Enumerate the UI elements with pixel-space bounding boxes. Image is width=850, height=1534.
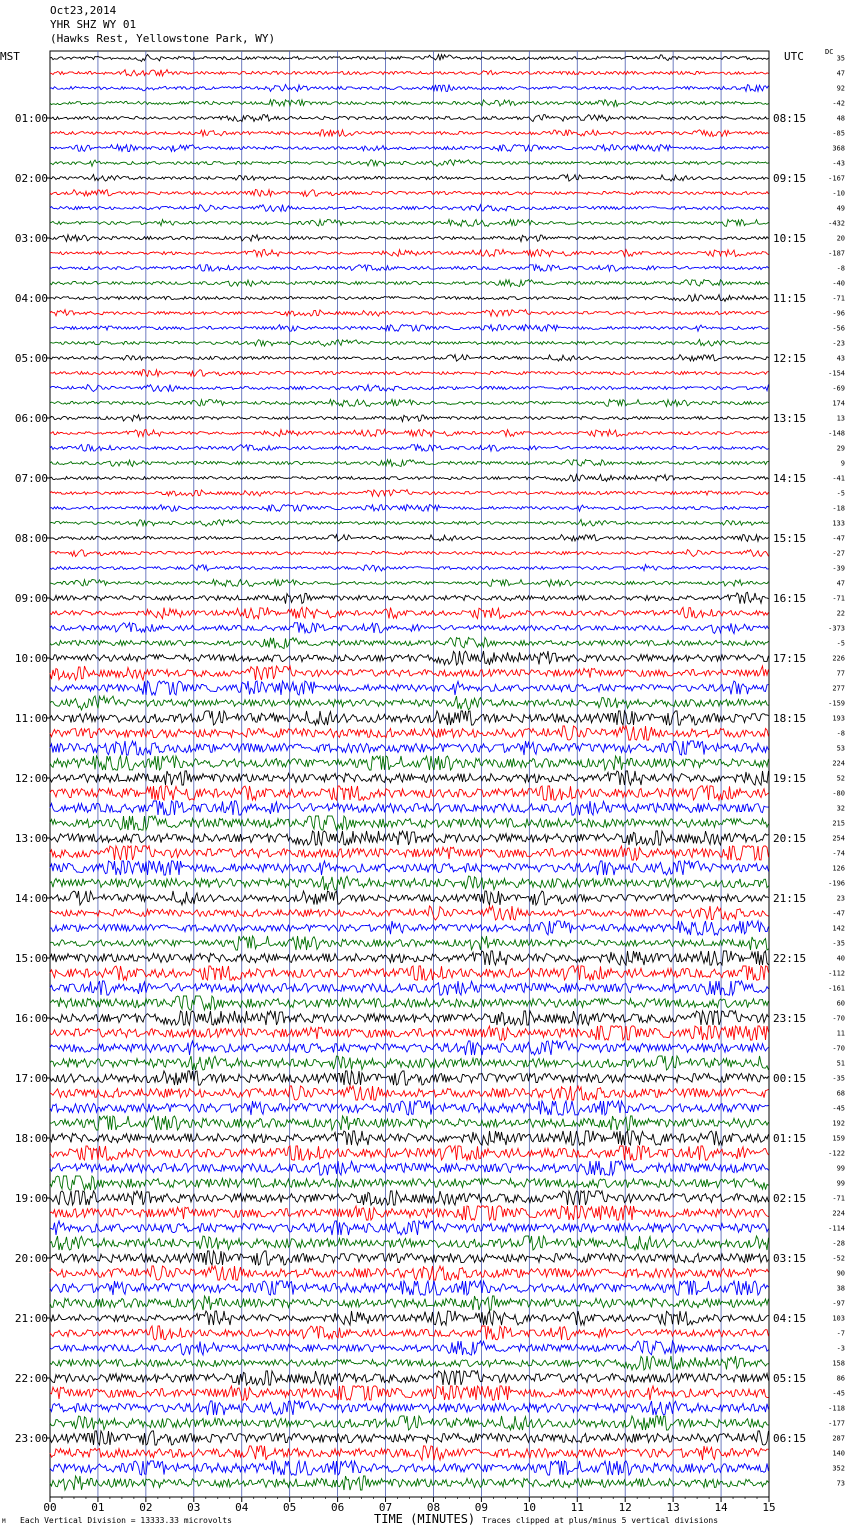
dc-offset-label: 277 <box>832 684 845 693</box>
dc-offset-label: 142 <box>832 924 845 933</box>
x-tick-label: 02 <box>139 1501 153 1514</box>
dc-offset-label: 23 <box>836 894 845 903</box>
dc-offset-label: -80 <box>832 789 845 798</box>
seismic-trace <box>50 130 769 137</box>
dc-offset-label: -8 <box>836 264 845 273</box>
dc-offset-label: 68 <box>836 1089 845 1098</box>
dc-offset-label: 86 <box>836 1374 845 1383</box>
dc-offset-label: -373 <box>828 624 845 633</box>
dc-offset-label: 22 <box>836 609 845 618</box>
dc-offset-label: 47 <box>836 69 845 78</box>
seismic-trace <box>50 1071 769 1085</box>
seismic-trace <box>50 1416 769 1430</box>
dc-offset-label: -161 <box>828 984 845 993</box>
seismic-trace <box>50 1341 769 1355</box>
seismic-trace <box>50 1041 769 1055</box>
mst-hour-label: 14:00 <box>14 892 48 905</box>
dc-offset-label: -40 <box>832 279 845 288</box>
dc-offset-label: -196 <box>828 879 845 888</box>
seismic-trace <box>50 891 769 905</box>
seismic-trace <box>50 846 769 860</box>
dc-offset-label: -42 <box>832 99 845 108</box>
seismic-trace <box>50 1251 769 1265</box>
seismic-trace <box>50 565 769 572</box>
dc-offset-label: -5 <box>836 489 845 498</box>
seismic-trace <box>50 1326 769 1340</box>
dc-offset-label: 51 <box>836 1059 845 1068</box>
seismic-trace <box>50 726 769 740</box>
seismic-trace <box>50 1176 769 1190</box>
dc-offset-label: -18 <box>832 504 845 513</box>
seismic-trace <box>50 1161 769 1175</box>
dc-offset-label: -71 <box>832 1194 845 1203</box>
utc-hour-label: 01:15 <box>773 1132 807 1145</box>
seismic-trace <box>50 265 769 272</box>
dc-offset-label: -122 <box>828 1149 845 1158</box>
seismic-trace <box>50 1461 769 1475</box>
utc-hour-label: 14:15 <box>773 472 807 485</box>
dc-offset-label: -187 <box>828 249 845 258</box>
x-tick-label: 03 <box>187 1501 201 1514</box>
dc-offset-label: -28 <box>832 1239 845 1248</box>
dc-offset-header: DC <box>825 48 834 56</box>
x-tick-label: 14 <box>714 1501 728 1514</box>
seismic-trace <box>50 1011 769 1025</box>
seismic-trace <box>50 816 769 830</box>
dc-offset-label: -71 <box>832 294 845 303</box>
seismic-trace <box>50 637 769 648</box>
seismic-trace <box>50 921 769 935</box>
x-tick-label: 00 <box>43 1501 57 1514</box>
seismic-trace <box>50 786 769 800</box>
seismic-trace <box>50 1191 769 1205</box>
mst-hour-label: 13:00 <box>14 832 48 845</box>
dc-offset-label: 192 <box>832 1119 845 1128</box>
dc-offset-label: -43 <box>832 159 845 168</box>
x-tick-label: 05 <box>283 1501 297 1514</box>
dc-offset-label: -3 <box>836 1344 845 1353</box>
seismic-trace <box>50 535 769 542</box>
seismic-trace <box>50 936 769 950</box>
utc-hour-label: 16:15 <box>773 592 807 605</box>
dc-offset-label: -70 <box>832 1044 845 1053</box>
dc-offset-label: -69 <box>832 384 845 393</box>
seismic-trace <box>50 460 769 467</box>
dc-offset-label: 77 <box>836 669 845 678</box>
seismic-trace <box>50 415 769 422</box>
x-tick-label: 10 <box>522 1501 536 1514</box>
seismic-trace <box>50 85 769 92</box>
seismic-trace <box>50 340 769 347</box>
vertical-division-note: Each Vertical Division = 13333.33 microvolts <box>20 1516 232 1525</box>
mst-hour-label: 04:00 <box>14 292 48 305</box>
seismic-trace <box>50 696 769 710</box>
seismic-trace <box>50 906 769 920</box>
dc-offset-label: 38 <box>836 1284 845 1293</box>
dc-offset-label: 174 <box>832 399 845 408</box>
seismic-trace <box>50 592 769 603</box>
seismic-trace <box>50 711 769 725</box>
x-tick-label: 08 <box>426 1501 441 1514</box>
right-timezone-label: UTC <box>784 50 804 63</box>
dc-offset-label: 40 <box>836 954 845 963</box>
seismic-trace <box>50 370 769 377</box>
x-tick-label: 11 <box>570 1501 584 1514</box>
dc-offset-label: 11 <box>836 1029 845 1038</box>
seismic-trace <box>50 355 769 362</box>
seismic-trace <box>50 1371 769 1385</box>
seismic-trace <box>50 741 769 755</box>
dc-offset-label: 52 <box>836 774 845 783</box>
dc-offset-label: 48 <box>836 114 845 123</box>
dc-offset-label: -71 <box>832 594 845 603</box>
dc-offset-label: -148 <box>828 429 845 438</box>
utc-hour-label: 18:15 <box>773 712 807 725</box>
left-timezone-label: MST <box>0 50 20 63</box>
mst-hour-label: 02:00 <box>14 172 48 185</box>
x-tick-label: 04 <box>235 1501 249 1514</box>
dc-offset-label: 133 <box>832 519 845 528</box>
dc-offset-label: -85 <box>832 129 845 138</box>
seismic-trace <box>50 1206 769 1220</box>
mst-hour-label: 23:00 <box>14 1432 48 1445</box>
seismic-trace <box>50 1101 769 1115</box>
dc-offset-label: -45 <box>832 1104 845 1113</box>
dc-offset-label: 254 <box>832 834 845 843</box>
seismic-trace <box>50 70 769 77</box>
utc-hour-label: 19:15 <box>773 772 807 785</box>
seismic-trace <box>50 1311 769 1325</box>
seismic-trace <box>50 756 769 770</box>
dc-offset-label: 29 <box>836 444 845 453</box>
x-tick-label: 12 <box>618 1501 632 1514</box>
mst-hour-label: 21:00 <box>14 1312 48 1325</box>
seismic-trace <box>50 385 769 392</box>
dc-offset-label: -159 <box>828 699 845 708</box>
seismic-trace <box>50 1026 769 1040</box>
dc-offset-label: 20 <box>836 234 845 243</box>
utc-hour-label: 08:15 <box>773 112 807 125</box>
dc-offset-label: -47 <box>832 909 845 918</box>
utc-hour-label: 21:15 <box>773 892 807 905</box>
seismic-trace <box>50 801 769 815</box>
dc-offset-label: 352 <box>832 1464 845 1473</box>
x-tick-label: 09 <box>474 1501 489 1514</box>
seismic-trace <box>50 876 769 890</box>
utc-hour-label: 03:15 <box>773 1252 807 1265</box>
dc-offset-label: 159 <box>832 1134 845 1143</box>
dc-offset-label: 103 <box>832 1314 845 1323</box>
dc-offset-label: -96 <box>832 309 845 318</box>
utc-hour-label: 20:15 <box>773 832 807 845</box>
seismic-trace <box>50 400 769 407</box>
seismic-trace <box>50 550 769 557</box>
dc-offset-label: 126 <box>832 864 845 873</box>
seismic-trace <box>50 1056 769 1070</box>
seismic-trace <box>50 325 769 332</box>
utc-hour-label: 00:15 <box>773 1072 807 1085</box>
seismic-trace <box>50 1401 769 1415</box>
mst-hour-label: 12:00 <box>14 772 48 785</box>
seismic-trace <box>50 115 769 122</box>
dc-offset-label: 140 <box>832 1449 845 1458</box>
dc-offset-label: -7 <box>836 1329 845 1338</box>
mst-hour-label: 07:00 <box>14 472 48 485</box>
seismic-trace <box>50 505 769 512</box>
dc-offset-label: -35 <box>832 1074 845 1083</box>
x-tick-label: 15 <box>762 1501 776 1514</box>
seismic-trace <box>50 1431 769 1445</box>
seismic-trace <box>50 981 769 995</box>
dc-offset-label: -10 <box>832 189 845 198</box>
dc-offset-label: 193 <box>832 714 845 723</box>
seismic-trace <box>50 607 769 618</box>
dc-offset-label: 53 <box>836 744 845 753</box>
x-tick-label: 06 <box>330 1501 345 1514</box>
seismic-trace <box>50 651 769 665</box>
seismic-trace <box>50 831 769 845</box>
dc-offset-label: 287 <box>832 1434 845 1443</box>
utc-hour-label: 02:15 <box>773 1192 807 1205</box>
utc-hour-label: 22:15 <box>773 952 807 965</box>
dc-offset-label: -41 <box>832 474 845 483</box>
dc-offset-label: -45 <box>832 1389 845 1398</box>
seismic-trace <box>50 475 769 482</box>
seismic-trace <box>50 861 769 875</box>
dc-offset-label: -432 <box>828 219 845 228</box>
dc-offset-label: -23 <box>832 339 845 348</box>
dc-offset-label: -114 <box>828 1224 845 1233</box>
utc-hour-label: 12:15 <box>773 352 807 365</box>
dc-offset-label: -97 <box>832 1299 845 1308</box>
utc-hour-label: 05:15 <box>773 1372 807 1385</box>
dc-offset-label: -74 <box>832 849 845 858</box>
utc-hour-label: 10:15 <box>773 232 807 245</box>
mst-hour-label: 01:00 <box>14 112 48 125</box>
clipping-note: Traces clipped at plus/minus 5 vertical divisions <box>482 1516 719 1525</box>
seismic-trace <box>50 445 769 452</box>
dc-offset-label: 215 <box>832 819 845 828</box>
seismic-trace <box>50 623 769 634</box>
seismic-trace <box>50 160 769 167</box>
mst-hour-label: 19:00 <box>14 1192 48 1205</box>
dc-offset-label: 13 <box>836 414 845 423</box>
dc-offset-label: 368 <box>832 144 845 153</box>
dc-offset-label: -56 <box>832 324 845 333</box>
seismic-trace <box>50 580 769 587</box>
seismic-trace <box>50 235 769 242</box>
dc-offset-label: -70 <box>832 1014 845 1023</box>
mst-hour-label: 15:00 <box>14 952 48 965</box>
dc-offset-label: -5 <box>836 639 845 648</box>
utc-hour-label: 13:15 <box>773 412 807 425</box>
dc-offset-label: 60 <box>836 999 845 1008</box>
seismic-trace <box>50 295 769 302</box>
seismic-trace <box>50 1266 769 1280</box>
dc-offset-label: 49 <box>836 204 845 213</box>
dc-offset-label: -118 <box>828 1404 845 1413</box>
seismic-trace <box>50 220 769 227</box>
mst-hour-label: 17:00 <box>14 1072 48 1085</box>
utc-hour-label: 23:15 <box>773 1012 807 1025</box>
plot-date: Oct23,2014 <box>50 4 117 17</box>
dc-offset-label: 90 <box>836 1269 845 1278</box>
dc-offset-label: -177 <box>828 1419 845 1428</box>
seismic-trace <box>50 951 769 965</box>
dc-offset-label: -154 <box>828 369 845 378</box>
seismic-trace <box>50 1236 769 1250</box>
utc-hour-label: 15:15 <box>773 532 807 545</box>
dc-offset-label: -112 <box>828 969 845 978</box>
corner-mark: M <box>2 1518 6 1525</box>
x-tick-label: 13 <box>666 1501 680 1514</box>
seismic-trace <box>50 1296 769 1310</box>
seismic-trace <box>50 1281 769 1295</box>
mst-hour-label: 08:00 <box>14 532 48 545</box>
dc-offset-label: 43 <box>836 354 845 363</box>
seismic-trace <box>50 145 769 152</box>
seismic-trace <box>50 1221 769 1235</box>
seismic-trace <box>50 430 769 437</box>
x-tick-label: 01 <box>91 1501 105 1514</box>
dc-offset-label: 47 <box>836 579 845 588</box>
station-code: YHR SHZ WY 01 <box>50 18 137 31</box>
seismic-trace <box>50 520 769 527</box>
dc-offset-label: -52 <box>832 1254 845 1263</box>
dc-offset-label: 9 <box>840 459 845 468</box>
mst-hour-label: 20:00 <box>14 1252 48 1265</box>
mst-hour-label: 05:00 <box>14 352 48 365</box>
mst-hour-label: 09:00 <box>14 592 48 605</box>
dc-offset-label: 99 <box>836 1164 845 1173</box>
dc-offset-label: 92 <box>836 84 845 93</box>
dc-offset-label: -39 <box>832 564 845 573</box>
seismic-trace <box>50 1386 769 1400</box>
dc-offset-label: 99 <box>836 1179 845 1188</box>
dc-offset-label: 73 <box>836 1479 845 1488</box>
seismic-trace <box>50 1116 769 1130</box>
dc-offset-label: -27 <box>832 549 845 558</box>
dc-offset-label: -167 <box>828 174 845 183</box>
seismic-trace <box>50 666 769 680</box>
seismic-trace <box>50 1476 769 1490</box>
seismic-trace <box>50 1356 769 1370</box>
seismic-trace <box>50 100 769 107</box>
x-axis-title: TIME (MINUTES) <box>374 1512 476 1526</box>
mst-hour-label: 10:00 <box>14 652 48 665</box>
station-location: (Hawks Rest, Yellowstone Park, WY) <box>50 32 276 45</box>
mst-hour-label: 16:00 <box>14 1012 48 1025</box>
seismic-trace <box>50 1446 769 1460</box>
dc-offset-label: 226 <box>832 654 845 663</box>
dc-offset-label: -35 <box>832 939 845 948</box>
utc-hour-label: 09:15 <box>773 172 807 185</box>
mst-hour-label: 22:00 <box>14 1372 48 1385</box>
seismic-trace <box>50 681 769 695</box>
utc-hour-label: 04:15 <box>773 1312 807 1325</box>
seismic-trace <box>50 175 769 182</box>
dc-offset-label: -8 <box>836 729 845 738</box>
seismic-trace <box>50 205 769 212</box>
x-tick-label: 07 <box>378 1501 393 1514</box>
seismic-trace <box>50 55 769 62</box>
mst-hour-label: 03:00 <box>14 232 48 245</box>
seismic-trace <box>50 280 769 287</box>
mst-hour-label: 18:00 <box>14 1132 48 1145</box>
utc-hour-label: 17:15 <box>773 652 807 665</box>
dc-offset-label: 224 <box>832 1209 845 1218</box>
seismic-trace <box>50 250 769 257</box>
dc-offset-label: 32 <box>836 804 845 813</box>
utc-hour-label: 11:15 <box>773 292 807 305</box>
seismic-trace <box>50 190 769 197</box>
seismic-trace <box>50 1086 769 1100</box>
dc-offset-label: 224 <box>832 759 845 768</box>
seismic-trace <box>50 1131 769 1145</box>
seismic-trace <box>50 1146 769 1160</box>
dc-offset-label: -47 <box>832 534 845 543</box>
seismic-trace <box>50 771 769 785</box>
seismic-trace <box>50 490 769 497</box>
seismic-trace <box>50 996 769 1010</box>
mst-hour-label: 11:00 <box>14 712 48 725</box>
dc-offset-label: 35 <box>836 54 845 63</box>
seismic-trace <box>50 966 769 980</box>
seismic-trace <box>50 310 769 317</box>
dc-offset-label: 158 <box>832 1359 845 1368</box>
mst-hour-label: 06:00 <box>14 412 48 425</box>
utc-hour-label: 06:15 <box>773 1432 807 1445</box>
